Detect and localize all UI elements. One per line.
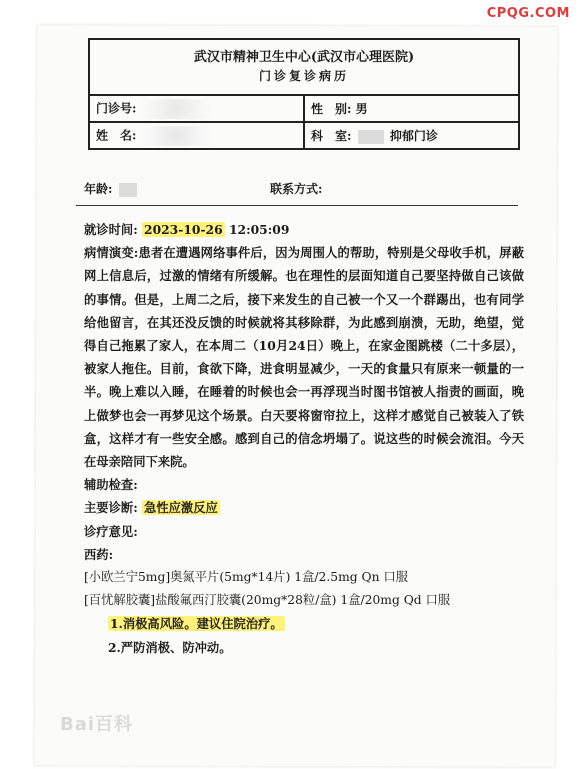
visit-clock: 12:05:09 — [228, 222, 290, 237]
hospital-name: 武汉市精神卫生中心(武汉市心理医院) — [193, 50, 415, 65]
opinion-label: 诊疗意见: — [84, 523, 138, 539]
age-row — [84, 180, 139, 197]
visit-time-label: 就诊时间: — [84, 222, 138, 237]
advice-1-row — [84, 612, 524, 635]
record-header-table — [88, 38, 520, 150]
visit-number-cell — [89, 95, 304, 122]
department-value: 抑郁门诊 — [389, 129, 438, 143]
department-label: 科 室: — [311, 129, 352, 143]
redacted-department-prefix — [358, 130, 384, 144]
diagnosis-value-highlight: 急性应激反应 — [144, 500, 218, 516]
gender-cell — [304, 95, 519, 122]
patient-name-label: 姓 名: — [96, 128, 137, 142]
western-medicine-label: 西药: — [84, 546, 114, 562]
patient-name-cell — [89, 122, 304, 149]
visit-time-row — [84, 218, 524, 241]
baidu-watermark: Bai百科 — [60, 714, 134, 735]
header-title — [89, 39, 519, 95]
gender-value: 男 — [355, 102, 368, 116]
age-label: 年龄: — [84, 182, 113, 196]
site-watermark: CPQG.COM — [486, 6, 570, 21]
contact-label: 联系方式: — [270, 182, 323, 196]
diagnosis-row — [84, 496, 524, 519]
medication-2: [百忧解胶囊]盐酸氟西汀胶囊(20mg*28粒/盒) 1盒/20mg Qd 口服 — [84, 593, 451, 608]
visit-number-label: 门诊号: — [96, 101, 137, 115]
redacted-patient-name — [141, 126, 211, 146]
record-body — [84, 218, 524, 659]
advice-2: 2.严防消极、防冲动。 — [108, 639, 232, 655]
history-label: 病情演变: — [84, 245, 139, 261]
medication-1: [小欧兰宁5mg]奥氮平片(5mg*14片) 1盒/2.5mg Qn 口服 — [84, 570, 409, 585]
record-type: 门诊复诊病历 — [258, 69, 349, 83]
redacted-age — [119, 183, 137, 197]
department-cell — [304, 122, 519, 149]
visit-date-highlight: 2023-10-26 — [144, 222, 223, 237]
history-text: 患者在遭遇网络事件后，因为周围人的帮助，特别是父母收手机，屏蔽网上信息后，过激的情绪有所缓解。也在理性的层面知道自己要坚持做自己该做的事情。但是，上周二之后，接下来发生的自己被一个又一个群踢出，也有同学给他留言，在其还没反馈的时候就将其移除群，为此感到崩溃，无助，绝望，觉得自己拖累了家人，在本周二（10月24日）晚上，在家金图跳楼（二十多层），被家人拖住。目前，食欲下降，进食明显减少，一天的食量只有原来一顿量的一半。晚上难以入睡，在睡着的时候也会一再浮现当时图书馆被人指责的画面，晚上做梦也会一再梦见这个场景。白天要将窗帘拉上，这样才感觉自己被装入了铁盒，这样才有一些安全感。感到自己的信念坍塌了。说这些的时候会流泪。今天在母亲陪同下来院。 — [84, 245, 524, 470]
diagnosis-label: 主要诊断: — [84, 500, 138, 516]
gender-label: 性 别: — [311, 102, 352, 116]
advice-1-highlight: 1.消极高风险。建议住院治疗。 — [110, 616, 283, 632]
history-paragraph — [84, 241, 524, 473]
redacted-visit-number — [141, 99, 211, 119]
aux-exam-label: 辅助检查: — [84, 477, 138, 493]
divider-line — [76, 205, 518, 206]
